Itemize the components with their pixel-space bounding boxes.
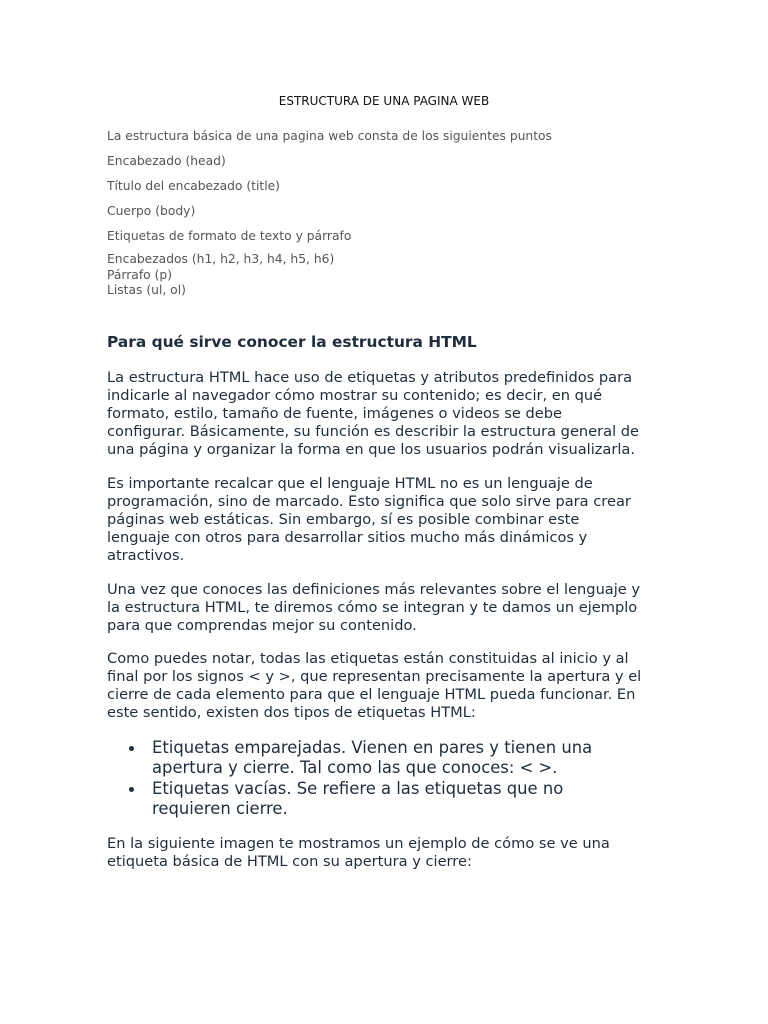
paragraph-line: Como puedes notar, todas las etiquetas están constituidas al inicio y al <box>107 650 629 667</box>
list-item-line: Etiquetas vacías. Se refiere a las etiquetas que no <box>152 778 564 798</box>
paragraph-line: la estructura HTML, te diremos cómo se integran y te damos un ejemplo <box>107 598 638 616</box>
paragraph-line: programación, sino de marcado. Esto significa que solo sirve para crear <box>107 492 631 510</box>
paragraph-line: La estructura HTML hace uso de etiquetas y atributos predefinidos para <box>107 369 633 386</box>
paragraph-line: final por los signos < y >, que representan precisamente la apertura y el <box>107 667 642 685</box>
paragraph-line: este sentido, existen dos tipos de etiquetas HTML: <box>107 703 476 721</box>
paragraph-line: cierre de cada elemento para que el lenguaje HTML pueda funcionar. En <box>107 685 636 703</box>
list-item-line: requieren cierre. <box>152 799 288 819</box>
section-heading: Para qué sirve conocer la estructura HTML <box>107 333 477 351</box>
paragraph-line: lenguaje con otros para desarrollar sitios mucho más dinámicos y <box>107 528 588 546</box>
intro-line: Encabezado (head) <box>107 154 226 168</box>
paragraph-line: etiqueta básica de HTML con su apertura y cierre: <box>107 852 472 870</box>
intro-list <box>107 128 707 253</box>
paragraph-line: En la siguiente imagen te mostramos un ejemplo de cómo se ve una <box>107 835 610 852</box>
paragraph-line: formato, estilo, tamaño de fuente, imágenes o videos se debe <box>107 404 562 422</box>
paragraph-line: indicarle al navegador cómo mostrar su contenido; es decir, en qué <box>107 386 603 404</box>
closing-paragraph <box>107 835 667 871</box>
intro-line: Cuerpo (body) <box>107 204 196 218</box>
paragraph-line: páginas web estáticas. Sin embargo, sí es posible combinar este <box>107 510 580 528</box>
bullet-icon <box>129 787 134 792</box>
paragraph-line: una página y organizar la forma en que los usuarios podrán visualizarla. <box>107 440 635 458</box>
paragraph-3 <box>107 581 667 635</box>
list-item-line: Etiquetas emparejadas. Vienen en pares y tienen una <box>152 738 593 757</box>
paragraph-4 <box>107 650 667 722</box>
intro-line: Título del encabezado (title) <box>107 179 280 193</box>
intro-line: La estructura básica de una pagina web consta de los siguientes puntos <box>107 129 552 143</box>
paragraph-line: Una vez que conoces las definiciones más relevantes sobre el lenguaje y <box>107 581 641 598</box>
paragraph-2 <box>107 475 667 565</box>
list-item-line: apertura y cierre. Tal como las que conoces: < >. <box>152 758 558 778</box>
list-item <box>107 738 667 779</box>
tags-line: Listas (ul, ol) <box>107 283 186 297</box>
paragraph-line: Es importante recalcar que el lenguaje HTML no es un lenguaje de <box>107 475 593 492</box>
tags-line: Párrafo (p) <box>107 267 172 282</box>
bullet-icon <box>129 746 134 751</box>
paragraph-line: configurar. Básicamente, su función es describir la estructura general de <box>107 422 640 440</box>
intro-line: Etiquetas de formato de texto y párrafo <box>107 229 352 243</box>
tags-line: Encabezados (h1, h2, h3, h4, h5, h6) <box>107 252 335 266</box>
tag-types-list <box>107 738 667 820</box>
list-item <box>107 779 667 820</box>
paragraph-1 <box>107 369 667 459</box>
paragraph-line: atractivos. <box>107 546 185 564</box>
tags-list <box>107 252 707 299</box>
document-title: ESTRUCTURA DE UNA PAGINA WEB <box>278 94 490 108</box>
paragraph-line: para que comprendas mejor su contenido. <box>107 616 417 634</box>
